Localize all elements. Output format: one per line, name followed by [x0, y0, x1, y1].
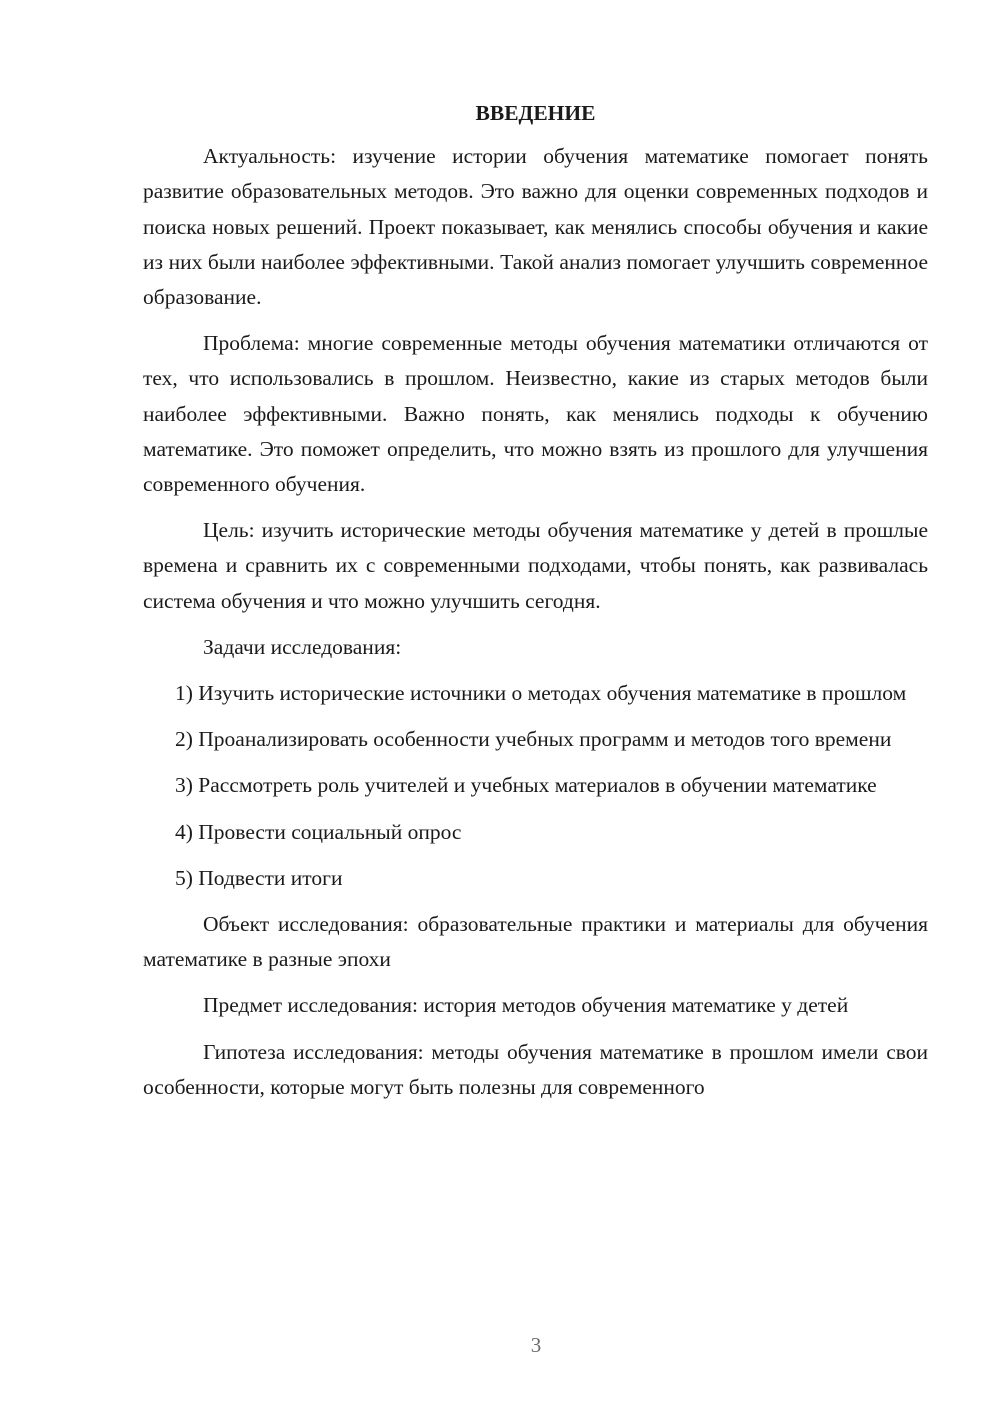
page-content: [143, 96, 928, 1116]
list-item: 5) Подвести итоги: [175, 865, 343, 890]
section-heading: ВВЕДЕНИЕ: [475, 101, 596, 125]
paragraph-relevance: Актуальность: изучение истории обучения математике помогает понять развитие образовательных методов. Это важно для оценки современных подходов и поиска новых решений. Проект показывает, как менялись способы обучения и какие из них были наиболее эффективными. Такой анализ помогает улучшить современное образование.: [143, 144, 928, 310]
list-item: 1) Изучить исторические источники о методах обучения математике в прошлом: [175, 681, 907, 706]
paragraph-object: Объект исследования: образовательные практики и материалы для обучения математике в разные эпохи: [143, 912, 928, 972]
page-number: 3: [530, 1333, 542, 1357]
list-item: 3) Рассмотреть роль учителей и учебных материалов в обучении математике: [175, 773, 877, 798]
tasks-title: Задачи исследования:: [203, 634, 402, 659]
tasks-list: [143, 676, 928, 896]
list-item: 2) Проанализировать особенности учебных программ и методов того времени: [175, 727, 892, 752]
paragraph-hypothesis: Гипотеза исследования: методы обучения математике в прошлом имели свои особенности, которые могут быть полезны для современного: [143, 1039, 928, 1099]
paragraph-problem: Проблема: многие современные методы обучения математики отличаются от тех, что использовались в прошлом. Неизвестно, какие из старых методов были наиболее эффективными. Важно понять, как менялись подходы к обучению математике. Это поможет определить, что можно взять из прошлого для улучшения современного обучения.: [143, 331, 928, 497]
paragraph-goal: Цель: изучить исторические методы обучения математике у детей в прошлые времена и сравнить их с современными подходами, чтобы понять, как развивалась система обучения и что можно улучшить сегодня.: [143, 518, 928, 613]
list-item: 4) Провести социальный опрос: [175, 819, 462, 844]
paragraph-subject: Предмет исследования: история методов обучения математике у детей: [203, 993, 849, 1018]
